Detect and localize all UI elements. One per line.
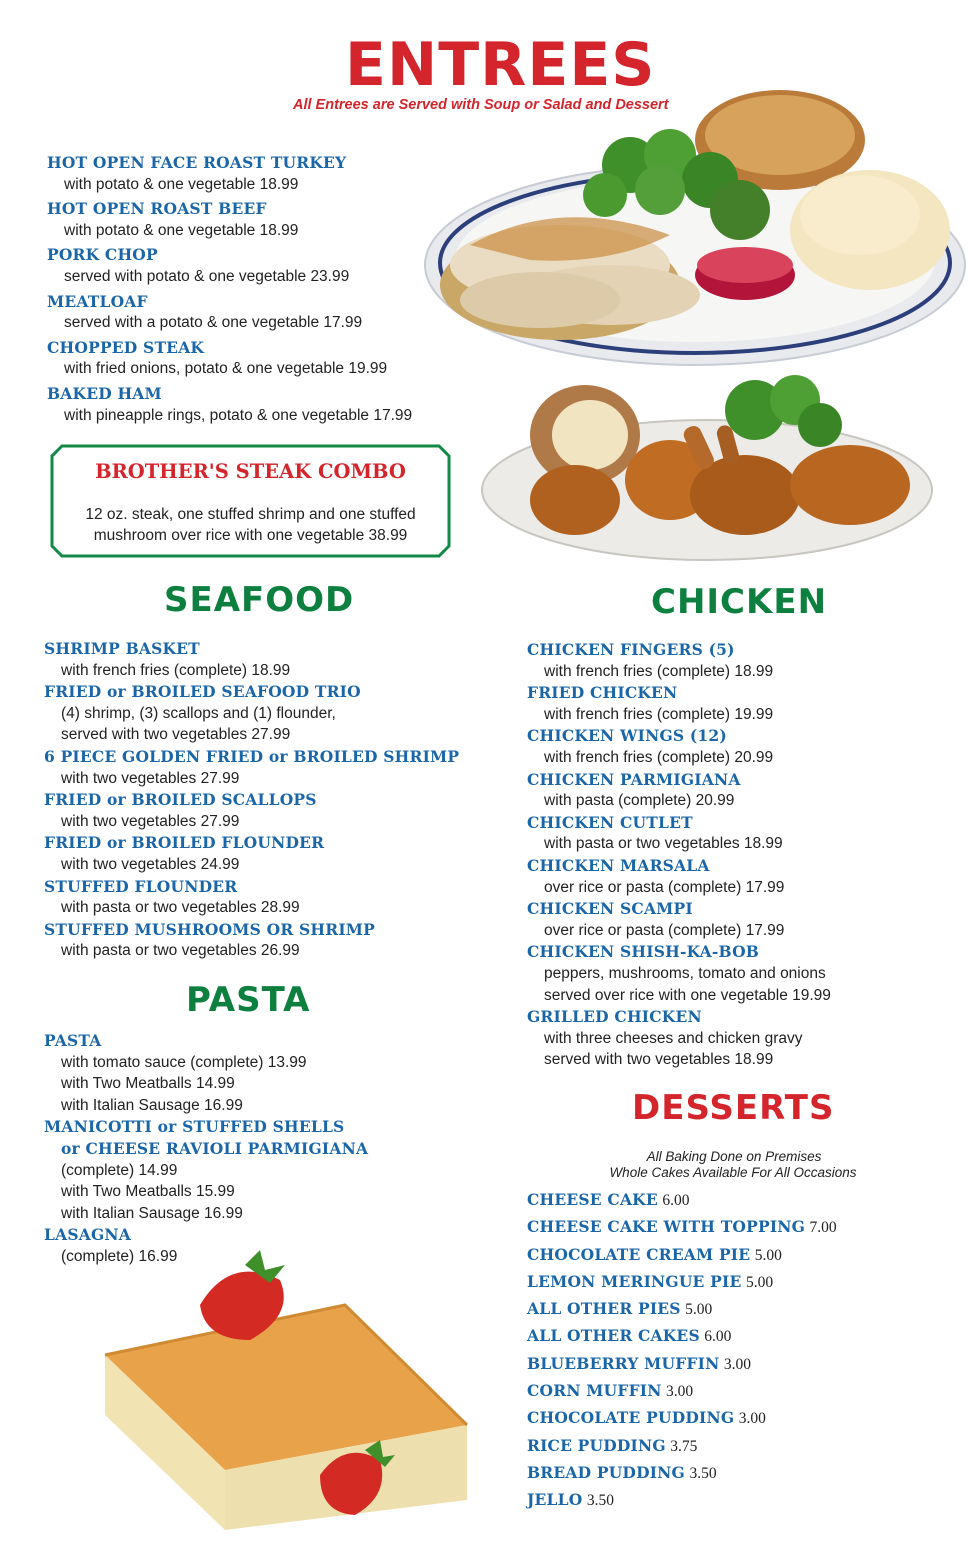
- desserts-note-2: Whole Cakes Available For All Occasions: [609, 1165, 857, 1180]
- entree-name: HOT OPEN ROAST BEEF: [47, 199, 267, 219]
- dessert-price: 5.00: [685, 1301, 713, 1319]
- pasta-name: PASTA: [44, 1031, 102, 1050]
- combo-line-2: mushroom over rice with one vegetable 38.99: [93, 527, 408, 544]
- entree-name: HOT OPEN FACE ROAST TURKEY: [47, 153, 347, 172]
- dessert-item: [527, 1213, 837, 1240]
- dessert-name: RICE PUDDING: [527, 1435, 666, 1455]
- dessert-price: 3.50: [689, 1464, 717, 1482]
- entree-name: MEATLOAF: [47, 291, 148, 311]
- dessert-price: 6.00: [662, 1192, 690, 1209]
- seafood-desc: with two vegetables 27.99: [61, 812, 240, 830]
- dessert-price: 3.50: [586, 1492, 615, 1510]
- chicken-name: CHICKEN MARSALA: [527, 855, 710, 875]
- entree-name: BAKED HAM: [47, 383, 162, 403]
- dessert-item: [527, 1295, 837, 1322]
- dessert-name: BLUEBERRY MUFFIN: [527, 1353, 720, 1373]
- chicken-desc: with pasta or two vegetables 18.99: [544, 835, 783, 853]
- chicken-name: GRILLED CHICKEN: [527, 1007, 702, 1027]
- dessert-name: ALL OTHER CAKES: [527, 1326, 700, 1346]
- chicken-desc: with pasta (complete) 20.99: [544, 792, 735, 810]
- chicken-desc: with french fries (complete) 18.99: [544, 662, 774, 680]
- dessert-price: 3.75: [670, 1437, 698, 1455]
- chicken-name: CHICKEN SHISH-KA-BOB: [527, 942, 760, 962]
- dessert-price: 5.00: [754, 1246, 782, 1264]
- dessert-item: [527, 1377, 837, 1404]
- seafood-name: STUFFED MUSHROOMS OR SHRIMP: [44, 919, 376, 939]
- pasta-desc: with tomato sauce (complete) 13.99: [61, 1053, 307, 1071]
- pasta-desc: (complete) 16.99: [61, 1247, 178, 1265]
- seafood-desc: with pasta or two vegetables 26.99: [61, 942, 300, 960]
- dessert-item: [527, 1459, 837, 1486]
- dessert-price: 3.00: [723, 1355, 752, 1373]
- dessert-item: [527, 1486, 837, 1513]
- chicken-desc: peppers, mushrooms, tomato and onions: [544, 964, 826, 982]
- chicken-desc: with french fries (complete) 19.99: [544, 705, 774, 723]
- dessert-name: CHEESE CAKE WITH TOPPING: [527, 1217, 806, 1237]
- dessert-price: 7.00: [809, 1219, 837, 1237]
- seafood-desc: with two vegetables 27.99: [61, 769, 240, 787]
- entree-desc: served with potato & one vegetable 23.99: [64, 267, 350, 285]
- entrees-subtitle: All Entrees are Served with Soup or Salad and Dessert: [293, 97, 669, 113]
- entree-desc: with potato & one vegetable 18.99: [64, 221, 299, 239]
- entree-desc: with potato & one vegetable 18.99: [64, 175, 299, 193]
- dessert-name: CORN MUFFIN: [527, 1381, 662, 1401]
- combo-line-1: 12 oz. steak, one stuffed shrimp and one stuffed: [85, 506, 416, 523]
- entrees-list: [47, 152, 412, 426]
- desserts-note-1: All Baking Done on Premises: [646, 1149, 822, 1164]
- dessert-name: CHOCOLATE CREAM PIE: [527, 1244, 751, 1264]
- seafood-desc: served with two vegetables 27.99: [61, 726, 291, 744]
- seafood-name: STUFFED FLOUNDER: [44, 876, 238, 896]
- pasta-desc: (complete) 14.99: [61, 1161, 178, 1179]
- pasta-name: MANICOTTI or STUFFED SHELLS: [44, 1117, 345, 1137]
- fried-chicken-plate-image: [475, 370, 940, 575]
- pasta-desc: with Italian Sausage 16.99: [61, 1204, 243, 1222]
- entree-desc: with fried onions, potato & one vegetable 19.99: [64, 360, 388, 378]
- seafood-name: 6 PIECE GOLDEN FRIED or BROILED SHRIMP: [44, 746, 460, 766]
- chicken-list: [527, 639, 831, 1071]
- chicken-name: CHICKEN CUTLET: [527, 812, 693, 832]
- desserts-list: [527, 1186, 837, 1514]
- dessert-item: [527, 1186, 837, 1213]
- seafood-name: FRIED or BROILED FLOUNDER: [44, 833, 325, 853]
- dessert-item: [527, 1241, 837, 1268]
- chicken-desc: served over rice with one vegetable 19.99: [544, 986, 831, 1004]
- dessert-item: [527, 1322, 837, 1349]
- chicken-desc: over rice or pasta (complete) 17.99: [544, 878, 785, 896]
- dessert-price: 5.00: [745, 1273, 774, 1291]
- seafood-desc: with pasta or two vegetables 28.99: [61, 899, 300, 917]
- entrees-title: ENTREES: [345, 30, 656, 100]
- chicken-name: CHICKEN FINGERS (5): [527, 640, 735, 659]
- dessert-item: [527, 1432, 837, 1459]
- seafood-title: SEAFOOD: [164, 580, 355, 620]
- pasta-name: LASAGNA: [44, 1225, 131, 1245]
- dessert-item: [527, 1404, 837, 1431]
- entree-name: PORK CHOP: [47, 245, 158, 265]
- dessert-price: 6.00: [704, 1328, 732, 1346]
- chicken-desc: with french fries (complete) 20.99: [544, 748, 774, 766]
- chicken-desc: served with two vegetables 18.99: [544, 1051, 774, 1069]
- pasta-desc: with Two Meatballs 15.99: [61, 1183, 235, 1201]
- seafood-name: SHRIMP BASKET: [44, 639, 200, 658]
- chicken-desc: over rice or pasta (complete) 17.99: [544, 921, 785, 939]
- seafood-desc: with two vegetables 24.99: [61, 855, 240, 873]
- chicken-title: CHICKEN: [651, 582, 828, 622]
- chicken-name: CHICKEN PARMIGIANA: [527, 769, 741, 789]
- dessert-name: JELLO: [527, 1490, 583, 1510]
- seafood-list: [44, 638, 459, 962]
- dessert-price: 3.00: [666, 1383, 694, 1401]
- chicken-desc: with three cheeses and chicken gravy: [544, 1029, 803, 1047]
- dessert-name: LEMON MERINGUE PIE: [527, 1271, 742, 1291]
- chicken-name: FRIED CHICKEN: [527, 683, 678, 703]
- seafood-desc: (4) shrimp, (3) scallops and (1) flounder,: [61, 704, 336, 722]
- seafood-name: FRIED or BROILED SEAFOOD TRIO: [44, 682, 361, 702]
- entree-desc: with pineapple rings, potato & one vegetable 17.99: [64, 406, 413, 424]
- seafood-name: FRIED or BROILED SCALLOPS: [44, 790, 317, 810]
- turkey-plate-image: [410, 85, 980, 375]
- pasta-name-line-2: or CHEESE RAVIOLI PARMIGIANA: [61, 1138, 369, 1158]
- chicken-name: CHICKEN WINGS (12): [527, 726, 727, 746]
- pasta-title: PASTA: [186, 980, 311, 1020]
- dessert-name: ALL OTHER PIES: [527, 1299, 681, 1319]
- entree-desc: served with a potato & one vegetable 17.99: [64, 314, 363, 332]
- pasta-list: [44, 1030, 368, 1268]
- seafood-desc: with french fries (complete) 18.99: [61, 661, 291, 679]
- dessert-item: [527, 1268, 837, 1295]
- cheesecake-image: [95, 1245, 475, 1535]
- dessert-name: CHEESE CAKE: [527, 1190, 658, 1209]
- desserts-title: DESSERTS: [632, 1088, 835, 1128]
- combo-title: BROTHER'S STEAK COMBO: [95, 460, 406, 483]
- chicken-name: CHICKEN SCAMPI: [527, 899, 693, 919]
- dessert-price: 3.00: [738, 1410, 766, 1428]
- dessert-name: BREAD PUDDING: [527, 1462, 685, 1482]
- entree-name: CHOPPED STEAK: [47, 337, 205, 357]
- pasta-desc: with Italian Sausage 16.99: [61, 1096, 243, 1114]
- dessert-item: [527, 1350, 837, 1377]
- pasta-desc: with Two Meatballs 14.99: [61, 1075, 235, 1093]
- dessert-name: CHOCOLATE PUDDING: [527, 1408, 735, 1428]
